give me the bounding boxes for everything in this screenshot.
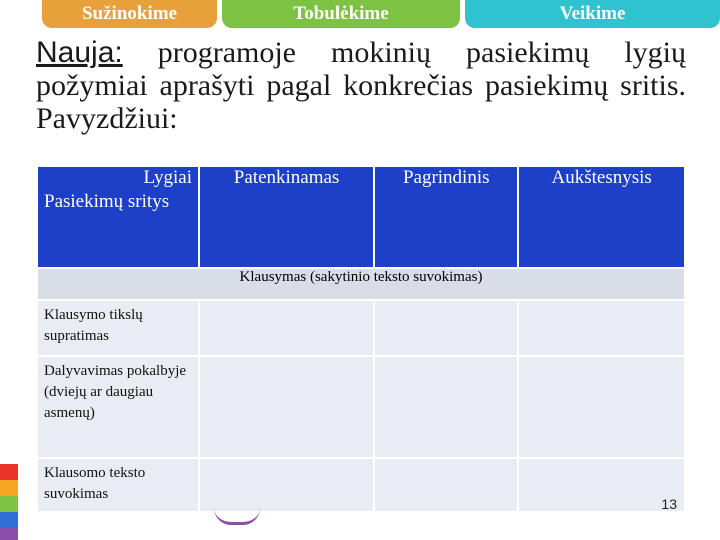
table-row [37,356,685,458]
table-cell [199,458,374,512]
table-cell [518,458,685,512]
table-cell [199,300,374,356]
areas-label: Pasiekimų sritys [44,191,170,212]
table-cell [374,300,518,356]
levels-label: Lygiai [143,167,192,188]
color-strip-green [0,496,18,512]
section-row [37,268,685,300]
table-row [37,458,685,512]
table-cell [199,356,374,458]
row-label: Dalyvavimas pokalbyje (dviejų ar daugiau asmenų) [37,356,199,458]
table-cell [518,356,685,458]
table-cell [374,356,518,458]
top-tabs [0,0,720,30]
color-strip-purple [0,528,18,540]
page-number: 13 [661,496,677,512]
color-strip-red [0,464,18,480]
column-header-patenkinamas: Patenkinamas [199,166,374,268]
table-header-row [37,166,685,268]
intro-text: programoje mokinių pasiekimų lygių požymiai aprašyti pagal konkrečias pasiekimų sritis. Pavyzdžiui: [36,36,686,135]
column-header-pagrindinis: Pagrindinis [374,166,518,268]
column-header-aukstesnysis: Aukštesnysis [518,166,685,268]
logo-arc [214,508,260,525]
corner-header-cell [37,166,199,268]
intro-paragraph [36,36,686,135]
color-strip-blue [0,512,18,528]
tab-veikime[interactable]: Veikime [465,0,720,28]
achievement-levels-table [36,165,686,513]
row-label: Klausomo teksto suvokimas [37,458,199,512]
tab-suzinokime[interactable]: Sužinokime [42,0,217,28]
table-cell [518,300,685,356]
intro-label: Nauja: [36,36,123,69]
table-row [37,300,685,356]
color-strip-orange [0,480,18,496]
section-title: Klausymas (sakytinio teksto suvokimas) [37,268,685,300]
table-cell [374,458,518,512]
tab-tobulekime[interactable]: Tobulėkime [222,0,460,28]
row-label: Klausymo tikslų supratimas [37,300,199,356]
